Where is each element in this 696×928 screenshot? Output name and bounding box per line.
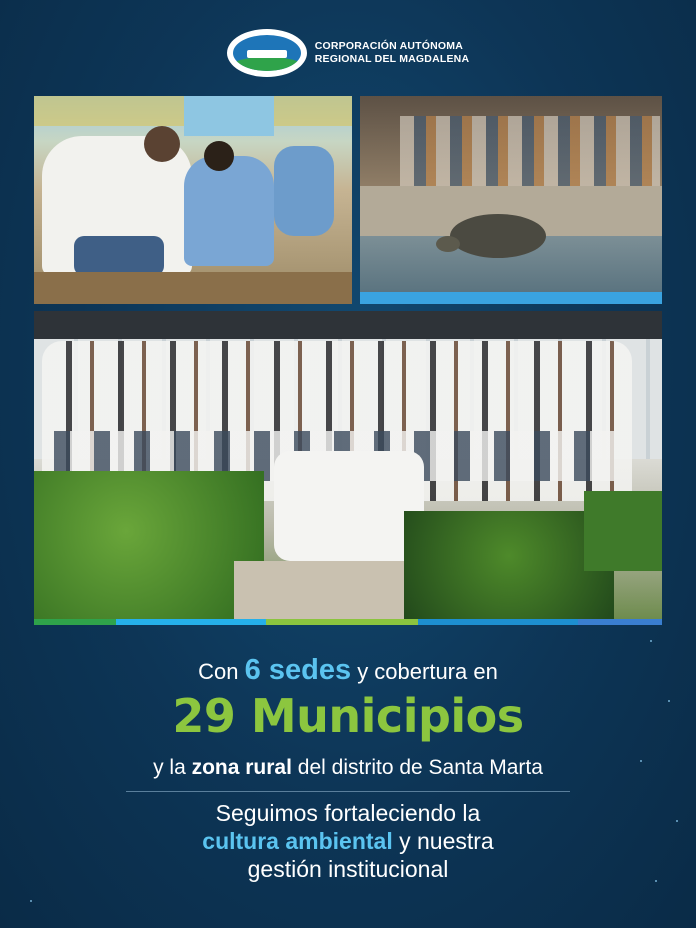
- color-stripe-navy: [578, 619, 662, 625]
- sparkle: [30, 900, 32, 902]
- sparkle: [676, 820, 678, 822]
- zona-rural: zona rural: [191, 756, 292, 779]
- header: [0, 28, 696, 78]
- corpamag-logo: [227, 29, 307, 77]
- sea-turtle-release-photo: [360, 96, 662, 292]
- sparkle: [650, 640, 652, 642]
- line3-prefix: y la: [153, 756, 192, 779]
- org-name-line1: CORPORACIÓN AUTÓNOMA: [314, 40, 464, 52]
- subtext-line2-rest: y nuestra: [392, 828, 494, 854]
- cultura-ambiental: cultura ambiental: [202, 828, 393, 854]
- line3-suffix: del distrito de Santa Marta: [291, 756, 543, 779]
- nursery-group-photo: [34, 311, 662, 623]
- subtext-line2: [0, 828, 696, 855]
- subtext-line1: Seguimos fortaleciendo la: [215, 800, 481, 826]
- photo-accent-bar: [360, 292, 662, 304]
- sedes-count: 6 sedes: [244, 654, 352, 686]
- color-stripe-lime: [266, 619, 418, 625]
- headline-line3: [0, 756, 696, 780]
- color-stripe-blue: [418, 619, 578, 625]
- divider: [126, 791, 570, 792]
- color-stripe-green: [34, 619, 116, 625]
- headline-prefix: Con: [198, 659, 245, 684]
- org-name: [315, 40, 470, 66]
- color-stripe-cyan: [116, 619, 266, 625]
- subtext-line3: gestión institucional: [247, 856, 449, 882]
- sparkle: [668, 700, 670, 702]
- headline-suffix: y cobertura en: [351, 659, 498, 684]
- sparkle: [655, 880, 657, 882]
- sparkle: [640, 760, 642, 762]
- tree-planting-photo: [34, 96, 352, 304]
- municipios-headline: 29 Municipios: [172, 689, 524, 743]
- org-name-line2: REGIONAL DEL MAGDALENA: [314, 53, 470, 65]
